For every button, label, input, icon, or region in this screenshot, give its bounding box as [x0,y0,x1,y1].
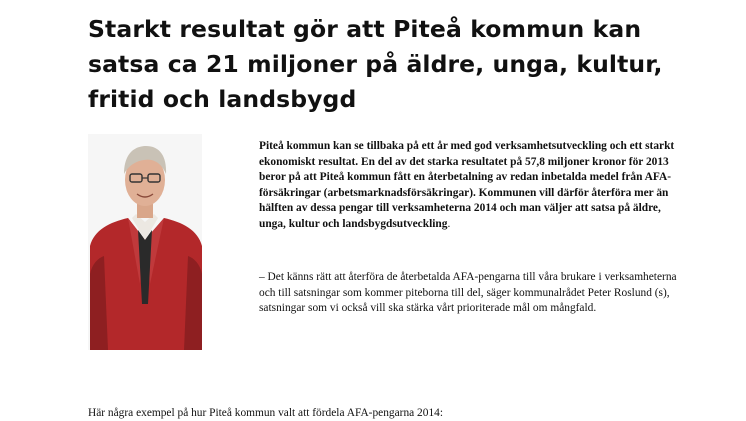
examples-intro: Här några exempel på hur Piteå kommun valt att fördela AFA-pengarna 2014: [88,407,443,419]
lead-paragraph [259,139,679,233]
quote-paragraph: – Det känns rätt att återföra de återbetalda AFA-pengarna till våra brukare i verksamheterna och till satsningar som kommer piteborna till del, säger kommunalrådet Peter Roslund (s), satsningar som vi också vill ska stärka vårt prioriterade mål om mångfald. [259,271,677,315]
lead-bold-text: Piteå kommun kan se tillbaka på ett år med god verksamhetsutveckling och ett starkt ekonomiskt resultat. En del av det starka resultatet på 57,8 miljoner kronor för 2013 beror på att Piteå kommun fått en återbetalning av redan inbetalda medel från AFA-försäkringar (arbetsmarknadsförsäkringar). Kommunen vill därför återföra mer än hälften av dessa pengar till verksamheterna 2014 och man väljer att satsa på äldre, unga, kultur och landsbygdsutveckling [259,140,675,230]
lead-tail-text: . [447,217,451,230]
article-headline: Starkt resultat gör att Piteå kommun kan satsa ca 21 miljoner på äldre, unga, kultur, fritid och landsbygd [88,15,663,113]
portrait-photo [88,134,202,350]
